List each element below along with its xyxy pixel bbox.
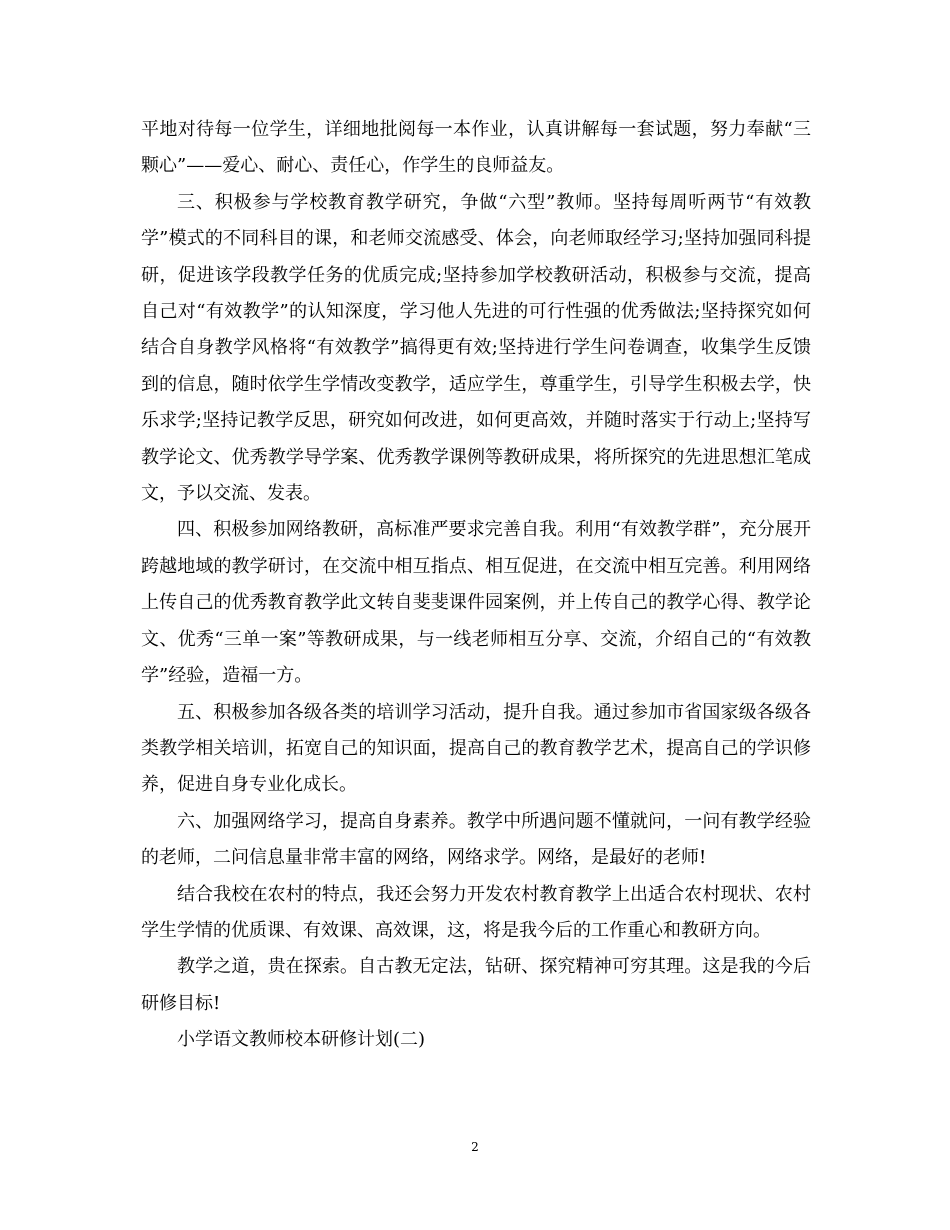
paragraph-training: 五、积极参加各级各类的培训学习活动，提升自我。通过参加市省国家级各级各类教学相关培训，拓宽自己的知识面，提高自己的教育教学艺术，提高自己的学识修养，促进自身专业化成长。: [141, 701, 811, 796]
paragraph-teaching-goal: 教学之道，贵在探索。自古教无定法，钻研、探究精神可穷其理。这是我的今后研修目标!: [141, 956, 811, 1014]
paragraph-research-participation: 三、积极参与学校教育教学研究，争做“六型”教师。坚持每周听两节“有效教学”模式的不同科目的课，和老师交流感受、体会，向老师取经学习;坚持加强同科提研，促进该学段教学任务的优质完成;坚持参加学校教研活动，积极参与交流，提高自己对“有效教学”的认知深度，学习他人先进的可行性强的优秀做法;坚持探究如何结合自身教学风格将“有效教学”搞得更有效;坚持进行学生问卷调查，收集学生反馈到的信息，随时依学生学情改变教学，适应学生，尊重学生，引导学生积极去学，快乐求学;坚持记教学反思，研究如何改进，如何更高效，并随时落实于行动上;坚持写教学论文、优秀教学导学案、优秀教学课例等教研成果，将所探究的先进思想汇笔成文，予以交流、发表。: [141, 191, 811, 505]
paragraph-continuation: 平地对待每一位学生，详细地批阅每一本作业，认真讲解每一套试题，努力奉献“三颗心”——爱心、耐心、责任心，作学生的良师益友。: [141, 119, 811, 177]
paragraph-online-research: 四、积极参加网络教研，高标准严要求完善自我。利用“有效教学群”，充分展开跨越地域的教学研讨，在交流中相互指点、相互促进，在交流中相互完善。利用网络上传自己的优秀教育教学此文转自斐斐课件园案例，并上传自己的教学心得、教学论文、优秀“三单一案”等教研成果，与一线老师相互分享、交流，介绍自己的“有效教学”经验，造福一方。: [141, 519, 811, 687]
document-body: [141, 112, 811, 1059]
paragraph-rural-focus: 结合我校在农村的特点，我还会努力开发农村教育教学上出适合农村现状、农村学生学情的优质课、有效课、高效课，这，将是我今后的工作重心和教研方向。: [141, 883, 811, 941]
section-heading-plan-two: 小学语文教师校本研修计划(二): [177, 1029, 426, 1051]
paragraph-online-learning: 六、加强网络学习，提高自身素养。教学中所遇问题不懂就问，一问有教学经验的老师，二问信息量非常丰富的网络，网络求学。网络，是最好的老师!: [141, 810, 811, 869]
page-number: 2: [471, 1140, 479, 1154]
